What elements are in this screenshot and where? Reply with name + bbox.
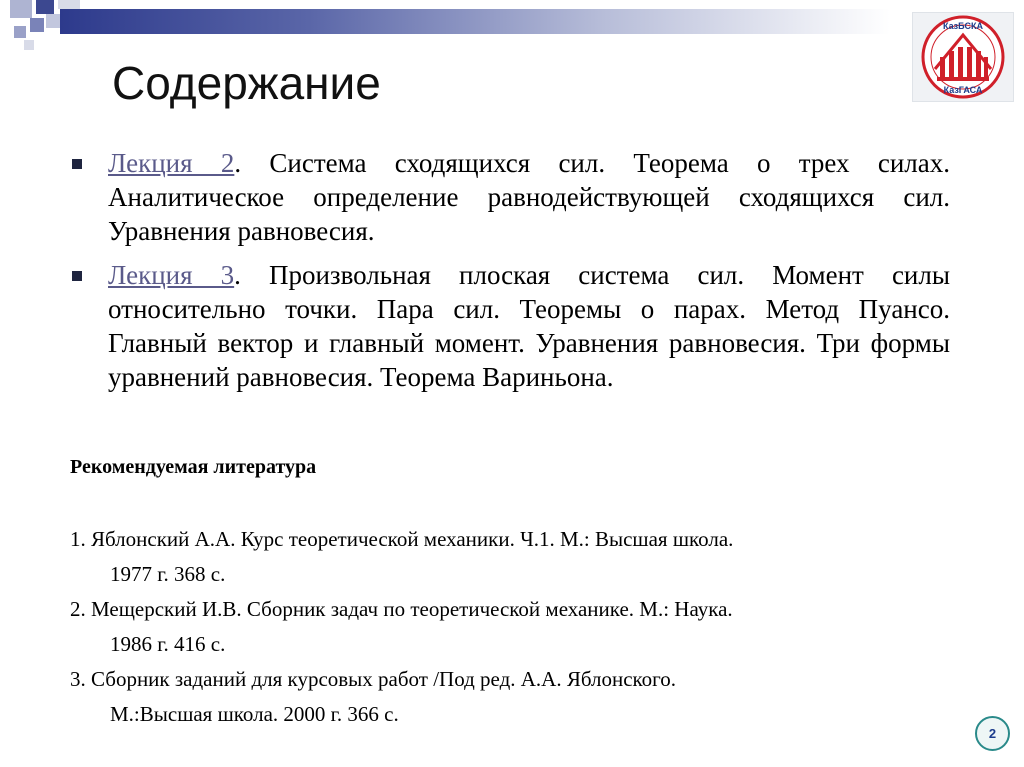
reference-line: 2. Мещерский И.В. Сборник задач по теоретической механике. М.: Наука. bbox=[70, 597, 733, 621]
reference-line: 3. Сборник заданий для курсовых работ /Под ред. А.А. Яблонского. bbox=[70, 667, 677, 691]
university-logo bbox=[912, 12, 1014, 102]
lecture-2-link[interactable]: Лекция 2 bbox=[108, 148, 235, 178]
lecture-list bbox=[70, 146, 950, 394]
lecture-2-text: . Система сходящихся сил. Теорема о трех силах. Аналитическое определение равнодействующей сходящихся сил. Уравнения равновесия. bbox=[108, 148, 950, 246]
bullet-icon bbox=[72, 159, 82, 169]
lecture-item bbox=[70, 258, 950, 394]
lecture-item bbox=[70, 146, 950, 248]
header-gradient-bar bbox=[60, 9, 890, 34]
reference-item bbox=[70, 592, 990, 662]
logo-bottom-text: КазГАСА bbox=[943, 85, 983, 95]
reference-line: 1. Яблонский А.А. Курс теоретической механики. Ч.1. М.: Высшая школа. bbox=[70, 527, 734, 551]
page-number-badge: 2 bbox=[975, 716, 1010, 751]
reference-line: М.:Высшая школа. 2000 г. 366 с. bbox=[110, 702, 399, 726]
lecture-3-text: . Произвольная плоская система сил. Момент силы относительно точки. Пара сил. Теоремы о парах. Метод Пуансо. Главный вектор и главный момент. Уравнения равновесия. Три формы уравнений равновесия. Теорема Вариньона. bbox=[108, 260, 950, 392]
literature-heading: Рекомендуемая литература bbox=[70, 456, 317, 478]
reference-item bbox=[70, 522, 990, 592]
reference-item bbox=[70, 662, 990, 732]
logo-top-text: КазБСКА bbox=[942, 21, 984, 31]
slide-title: Содержание bbox=[112, 57, 381, 109]
reference-line: 1977 г. 368 с. bbox=[110, 562, 226, 586]
reference-list bbox=[70, 522, 990, 732]
reference-line: 1986 г. 416 с. bbox=[110, 632, 226, 656]
bullet-icon bbox=[72, 271, 82, 281]
lecture-3-link[interactable]: Лекция 3 bbox=[108, 260, 235, 290]
